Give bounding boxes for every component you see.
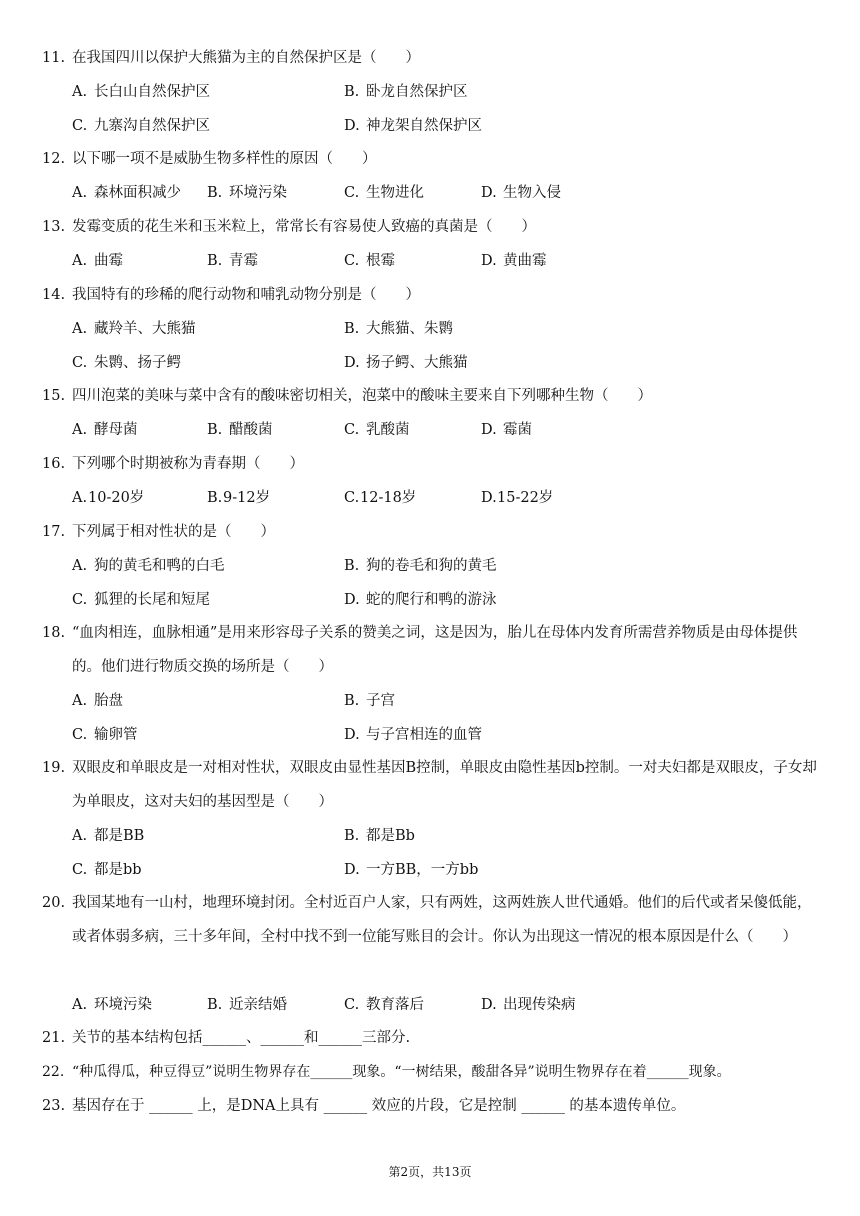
option-a[interactable]: A. 藏羚羊、大熊猫 xyxy=(72,321,196,337)
option-a[interactable]: A. 狗的黄毛和鸭的白毛 xyxy=(72,558,225,574)
question-23 xyxy=(42,1089,822,1123)
question-number: 11. xyxy=(42,50,66,66)
options-row xyxy=(72,109,822,143)
question-number: 18. xyxy=(42,625,66,641)
options-row xyxy=(72,988,822,1022)
option-c[interactable]: C. 狐狸的长尾和短尾 xyxy=(72,592,210,608)
option-b[interactable]: B. 大熊猫、朱鹮 xyxy=(344,321,453,337)
question-14 xyxy=(42,278,822,312)
question-text: 双眼皮和单眼皮是一对相对性状，双眼皮由显性基因B控制，单眼皮由隐性基因b控制。一对夫妇都是双眼皮，子女却为单眼皮，这对夫妇的基因型是（ ） xyxy=(72,760,817,810)
option-d[interactable]: D. 扬子鳄、大熊猫 xyxy=(344,355,468,371)
option-d[interactable]: D. 与子宫相连的血管 xyxy=(344,727,482,743)
option-b[interactable]: B.9-12岁 xyxy=(207,490,271,506)
option-a[interactable]: A. 酵母菌 xyxy=(72,422,138,438)
options-row xyxy=(72,684,822,718)
option-c[interactable]: C. 生物进化 xyxy=(344,185,424,201)
question-text: 四川泡菜的美味与菜中含有的酸味密切相关，泡菜中的酸味主要来自下列哪种生物（ ） xyxy=(72,388,652,404)
option-c[interactable]: C. 教育落后 xyxy=(344,997,424,1013)
option-d[interactable]: D. 蛇的爬行和鸭的游泳 xyxy=(344,592,497,608)
question-text: 我国某地有一山村，地理环境封闭。全村近百户人家，只有两姓，这两姓族人世代通婚。他们的后代或者呆傻低能，或者体弱多病，三十多年间，全村中找不到一位能写账目的会计。你认为出现这一情况的根本原因是什么（ ） xyxy=(72,895,812,945)
question-19 xyxy=(42,751,822,819)
option-d[interactable]: D. 出现传染病 xyxy=(481,997,576,1013)
question-text: 下列属于相对性状的是（ ） xyxy=(72,524,275,540)
option-b[interactable]: B. 近亲结婚 xyxy=(207,997,287,1013)
options-row xyxy=(72,718,822,752)
question-number: 15. xyxy=(42,388,66,404)
options-row xyxy=(72,819,822,853)
question-number: 12. xyxy=(42,151,66,167)
question-number: 22. xyxy=(42,1064,65,1080)
question-number: 21. xyxy=(42,1030,66,1046)
page-footer: 第2页，共13页 xyxy=(388,1165,472,1179)
question-number: 13. xyxy=(42,219,66,235)
question-number: 14. xyxy=(42,287,66,303)
question-text: “种瓜得瓜，种豆得豆”说明生物界存在______现象。“一树结果，酸甜各异”说明生物界存在着______现象。 xyxy=(72,1064,731,1080)
options-row xyxy=(72,312,822,346)
options-row xyxy=(72,413,822,447)
option-a[interactable]: A. 曲霉 xyxy=(72,253,123,269)
option-c[interactable]: C. 输卵管 xyxy=(72,727,138,743)
question-text: 关节的基本结构包括______、______和______三部分. xyxy=(72,1030,411,1046)
option-a[interactable]: A. 森林面积减少 xyxy=(72,185,181,201)
question-text: 基因存在于 ______ 上，是DNA上具有 ______ 效应的片段，它是控制 ______ 的基本遗传单位。 xyxy=(72,1098,686,1114)
option-b[interactable]: B. 醋酸菌 xyxy=(207,422,273,438)
question-number: 17. xyxy=(42,524,66,540)
question-17 xyxy=(42,515,822,549)
question-13 xyxy=(42,210,822,244)
option-c[interactable]: C. 九寨沟自然保护区 xyxy=(72,118,210,134)
options-row xyxy=(72,244,822,278)
question-16 xyxy=(42,447,822,481)
question-22 xyxy=(42,1055,822,1089)
options-row xyxy=(72,346,822,380)
option-d[interactable]: D. 一方BB，一方bb xyxy=(344,862,479,878)
question-18 xyxy=(42,616,822,684)
option-d[interactable]: D.15-22岁 xyxy=(481,490,554,506)
question-number: 20. xyxy=(42,895,66,911)
option-a[interactable]: A. 都是BB xyxy=(72,828,145,844)
option-d[interactable]: D. 神龙架自然保护区 xyxy=(344,118,482,134)
option-b[interactable]: B. 环境污染 xyxy=(207,185,287,201)
option-c[interactable]: C. 朱鹮、扬子鳄 xyxy=(72,355,181,371)
question-text: 以下哪一项不是威胁生物多样性的原因（ ） xyxy=(72,151,377,167)
options-row xyxy=(72,481,822,515)
question-text: 在我国四川以保护大熊猫为主的自然保护区是（ ） xyxy=(72,50,420,66)
question-text: 我国特有的珍稀的爬行动物和哺乳动物分别是（ ） xyxy=(72,287,420,303)
question-number: 16. xyxy=(42,456,66,472)
option-b[interactable]: B. 狗的卷毛和狗的黄毛 xyxy=(344,558,497,574)
question-20 xyxy=(42,886,822,954)
options-row xyxy=(72,583,822,617)
option-b[interactable]: B. 青霉 xyxy=(207,253,258,269)
question-11 xyxy=(42,41,822,75)
option-a[interactable]: A. 长白山自然保护区 xyxy=(72,84,210,100)
options-row xyxy=(72,853,822,887)
question-12 xyxy=(42,142,822,176)
option-b[interactable]: B. 卧龙自然保护区 xyxy=(344,84,468,100)
question-15 xyxy=(42,379,822,413)
option-d[interactable]: D. 生物入侵 xyxy=(481,185,561,201)
option-b[interactable]: B. 子宫 xyxy=(344,693,395,709)
option-c[interactable]: C. 乳酸菌 xyxy=(344,422,410,438)
question-number: 23. xyxy=(42,1098,66,1114)
question-21 xyxy=(42,1021,822,1055)
options-row xyxy=(72,549,822,583)
options-row xyxy=(72,176,822,210)
option-d[interactable]: D. 霉菌 xyxy=(481,422,532,438)
option-a[interactable]: A. 胎盘 xyxy=(72,693,123,709)
option-a[interactable]: A. 环境污染 xyxy=(72,997,152,1013)
options-row xyxy=(72,75,822,109)
question-text: 下列哪个时期被称为青春期（ ） xyxy=(72,456,304,472)
option-a[interactable]: A.10-20岁 xyxy=(72,490,145,506)
option-c[interactable]: C. 都是bb xyxy=(72,862,142,878)
option-c[interactable]: C. 根霉 xyxy=(344,253,395,269)
option-b[interactable]: B. 都是Bb xyxy=(344,828,415,844)
question-number: 19. xyxy=(42,760,66,776)
question-text: “血肉相连，血脉相通”是用来形容母子关系的赞美之词，这是因为，胎儿在母体内发育所需营养物质是由母体提供的。他们进行物质交换的场所是（ ） xyxy=(72,625,798,675)
option-d[interactable]: D. 黄曲霉 xyxy=(481,253,547,269)
question-text: 发霉变质的花生米和玉米粒上，常常长有容易使人致癌的真菌是（ ） xyxy=(72,219,536,235)
option-c[interactable]: C.12-18岁 xyxy=(344,490,417,506)
